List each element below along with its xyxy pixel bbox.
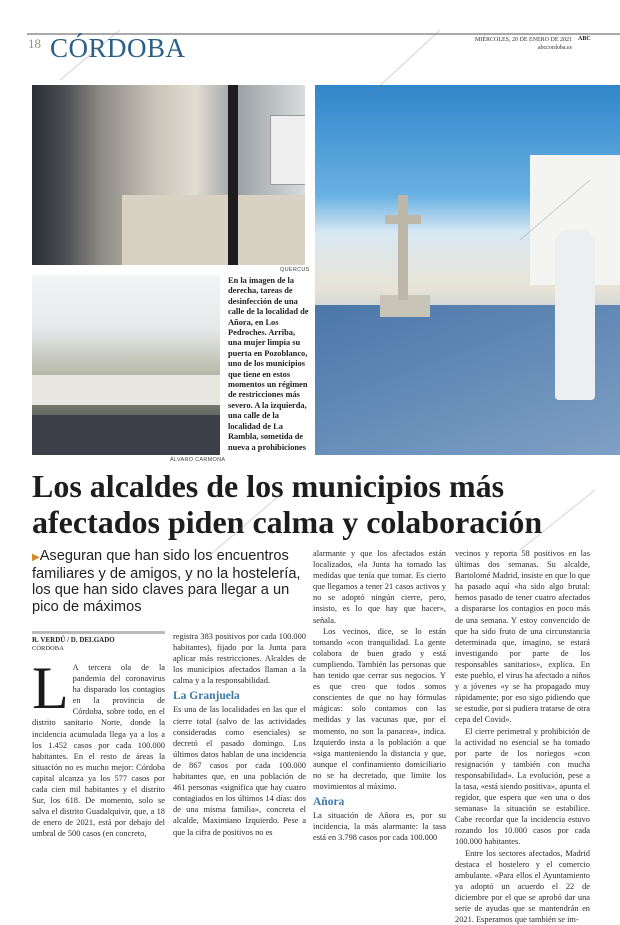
page-number: 18 [28,36,41,51]
byline-rule [32,631,165,634]
paragraph-text: Es una de las localidades en las que el cierre total (salvo de las actividades consideradas como esenciales) se decretó el pasado domingo. Los últimos datos hablan de una incidencia de 867 casos por cada 100.000 habitantes que, en una población de 461 personas «significa que hay cuatro contagiados en los últimos 14 días: dos de una misma familia», concreta el alcalde, Maximiano Izquierdo. Pese a que la cifra de positivos no es [173,705,306,837]
photo-la-rambla-street [32,275,220,455]
dateline [438,36,572,52]
photo-anora-disinfection [315,85,620,455]
paragraph-text: La situación de Añora es, por su incidencia, la más alarmante: la tasa está en 3.798 casos por cada 100.000 [313,811,446,843]
paragraph-intro [32,655,165,840]
paragraph-vecinos [313,626,446,792]
headline: Los alcaldes de los municipios más afectados piden calma y colaboración [32,468,543,540]
byline-authors: R. VERDÚ / D. DELGADO [32,636,115,644]
paragraph-cierre [455,726,590,848]
triangle-bullet-icon: ▶ [32,552,40,563]
photo-caption: En la imagen de la derecha, tareas de desinfección de una calle de la localidad de Añora, en Los Pedroches. Arriba, una mujer limpia su puerta en Pozoblanco, uno de los municipios que tiene en estos momentos un régimen de restricciones más severo. A la izquierda, una calle de la localidad de La Rambla, sometida de nueva a prohibiciones [228,276,309,452]
article-column-2 [173,631,306,846]
paragraph-anora-continued [455,548,590,726]
paragraph-text: registra 383 positivos por cada 100.000 habitantes), fijado por la Junta para aplicar más restricciones. Alcaldes de los municipios afectados llaman a la calma y a la responsabilidad. [173,632,306,686]
paragraph-granjuela-continued [313,548,446,626]
dropcap: L [32,655,69,721]
paragraph-text: Los vecinos, dice, se lo están tomando «con tranquilidad. La gente colabora de buen grado y está cumpliendo. También las personas que han tenido que cerrar sus negocios. Y es que creo que todos somos conscientes de que no hay fórmulas mágicas: solo contamos con las medidas y las vacunas que, por el momento, no son la panacea», indica. Izquierdo insta a la población a que «siga manteniendo la distancia y que, aunque el confinamiento domiciliario no se ha decretado, que limite los movimientos al máximo. [313,626,446,791]
paragraph-text: El cierre perimetral y prohibición de la actividad no esencial se ha tomado por parte de los noriegos «con resignación y también con mucha responsabilidad». La evolución, pese a la tasa, «está siendo positiva», apunta el regidor, que espera que «en una o dos semanas» la situación se estabilice. Cabe recordar que la incidencia estuvo rozando los 10.000 casos por cada 100.000 habitantes. [455,726,590,847]
paragraph-intro-continued [173,631,306,686]
paragraph-text: Entre los sectores afectados, Madrid destaca el hostelero y el comercio ambulante. «Para ellos el Ayuntamiento ya adoptó un acuerdo el 22 de diciembre por el que se aprobó dar una serie de ayudas que se mantendrán en 2021. Esperamos que también se im- [455,848,590,925]
paragraph-text: vecinos y reporta 58 positivos en las últimas dos semanas. Su alcalde, Bartolomé Madrid, insiste en que lo que ha pasado aquí «ha sido algo brutal: hemos pasado de tener cuatro afectados a dispararse los contagios en poco más de una semana. Y estoy convencido de que ha sido fruto de una circunstancia determinada que, imagino, se estará investigando por parte de los responsables sanitarios», explica. En este pueblo, el virus ha afectado a niños y a jóvenes «y se ha propagado muy rápidamente; por eso sigo pidiendo que se estudie, por si pudiera tratarse de otra cepa del Covid». [455,549,590,725]
paragraph-granjuela [173,704,306,837]
date: MIÉRCOLES, 20 DE ENERO DE 2021 [475,37,572,43]
paragraph-text: alarmante y que los afectados están localizados, «la Junta ha tomado las medidas que tenía que tomar. Es cierto que llegamos a tener 21 casos activos y no se adoptó ningún cierre, pero, insisto, es lo que hay que hacer», señala. [313,549,446,625]
subheading-la-granjuela: La Granjuela [173,690,240,703]
photo-credit-top: QUERCUS [280,267,310,273]
photo-pozoblanco-street [32,85,305,265]
article-column-1 [32,655,165,846]
paragraph-sectores [455,848,590,925]
brand-logo: ABC [578,36,591,42]
article-column-4 [455,548,590,925]
paragraph-text: A tercera ola de la pandemia del coronavirus ha disparado los contagios en la provincia de Córdoba, sobre todo, en el distrito sanitario Norte, donde la incidencia acumulada llega ya a los a los 1.452 casos por cada 100.000 habitantes. En el resto de áreas la situación no es mucho mejor: Córdoba capital alcanza ya los 577 casos por cada cien mil habitantes y el distrito Sur, los 618. De momento, solo se salva el distrito Guadalquivir, que, a 18 de enero de 2021, está por debajo del umbral de 500 casos (en concreto, [32,663,165,839]
section-title: CÓRDOBA [50,33,186,63]
byline-city: CÓRDOBA [32,645,64,652]
subheading-anora: Añora [313,796,345,809]
subhead-text: Aseguran que han sido los encuentros familiares y de amigos, y no la hostelería, los que han sido claves para llegar a un pico de máximos [32,548,301,615]
photo-credit-left: ÁLVARO CARMONA [170,457,226,463]
paragraph-anora [313,810,446,843]
subhead [32,548,307,615]
article-column-3 [313,548,446,846]
website: abccordoba.es [537,45,572,51]
